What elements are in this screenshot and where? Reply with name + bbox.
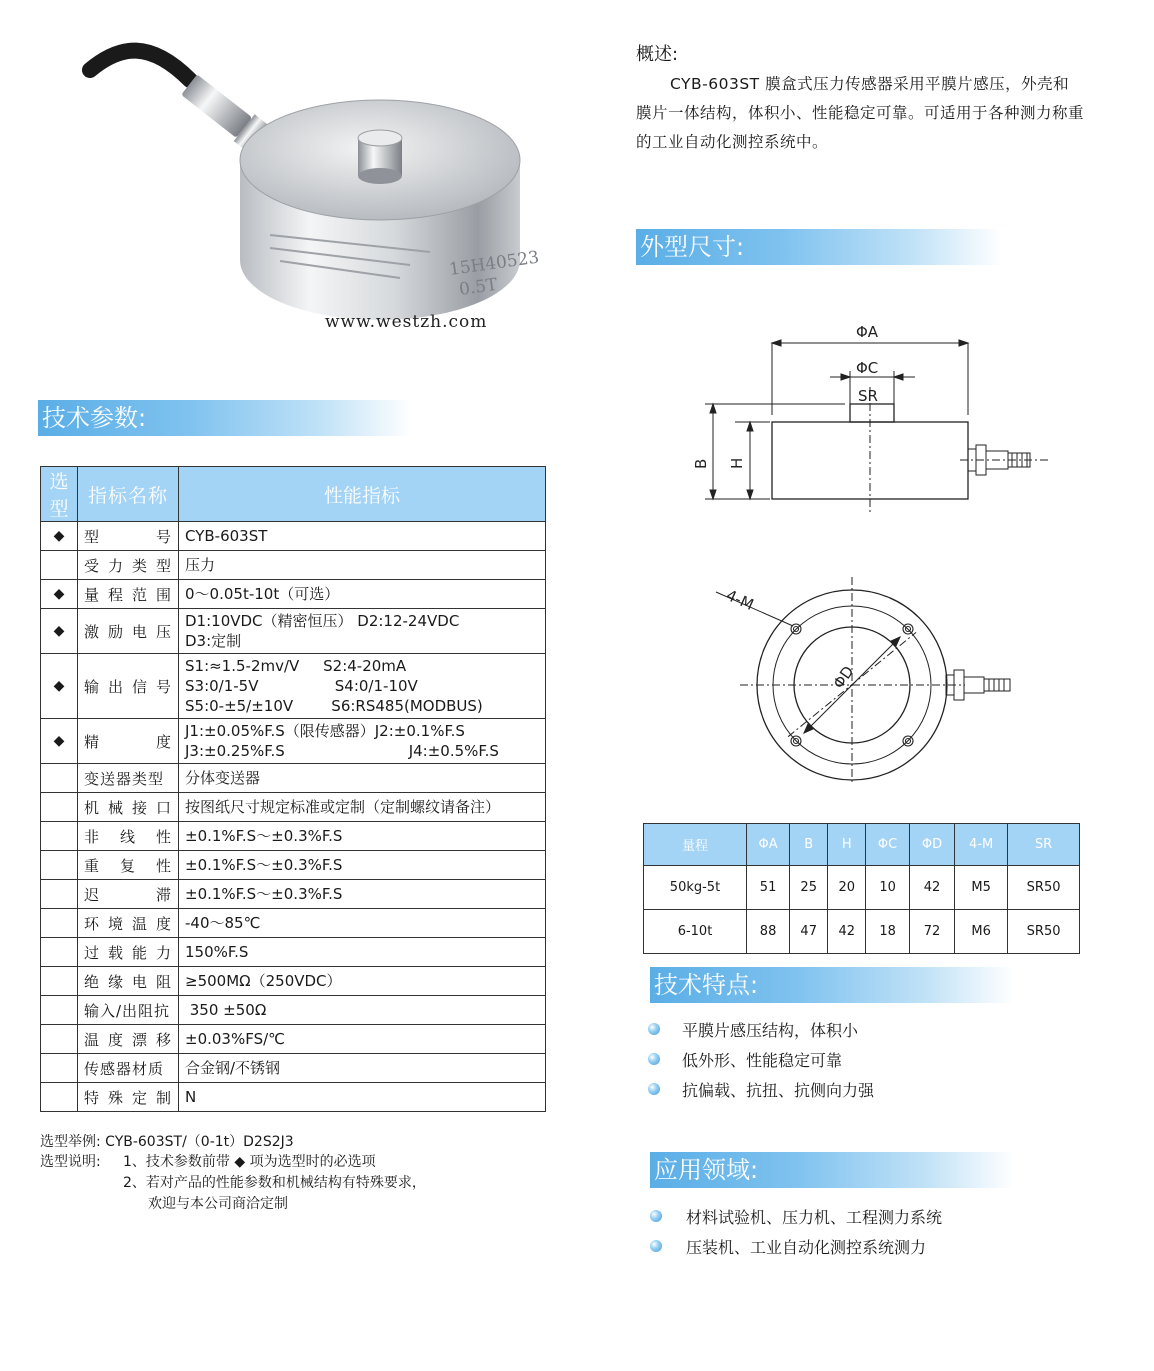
spec-value-line: S1:≈1.5-2mv/V S2:4-20mA	[185, 657, 407, 675]
spec-name: 重复性	[78, 851, 179, 880]
spec-name: 输出信号	[78, 654, 179, 719]
spec-value	[179, 938, 546, 967]
spec-select-mark: ◆	[41, 719, 78, 764]
spec-value	[179, 522, 546, 551]
spec-select-mark	[41, 880, 78, 909]
spec-row	[41, 609, 546, 654]
dim-cell: 47	[790, 910, 828, 954]
spec-value	[179, 1054, 546, 1083]
spec-name: 特殊定制	[78, 1083, 179, 1112]
spec-header-value: 性能指标	[179, 467, 546, 522]
feature-item: 平膜片感压结构，体积小	[682, 1021, 859, 1040]
dim-header-cell: ΦC	[866, 824, 909, 866]
spec-name: 输入/出阻抗	[78, 996, 179, 1025]
spec-row	[41, 764, 546, 793]
spec-name: 传感器材质	[78, 1054, 179, 1083]
spec-value-line: 压力	[185, 556, 216, 574]
spec-value-line: ±0.1%F.S～±0.3%F.S	[185, 885, 343, 903]
dim-header-cell: H	[828, 824, 866, 866]
spec-value-line: ≥500MΩ（250VDC）	[185, 972, 342, 990]
spec-header-select: 选型	[41, 467, 78, 522]
section-banner-dimensions: 外型尺寸:	[636, 229, 1002, 265]
spec-name: 变送器类型	[78, 764, 179, 793]
dim-cell: 20	[828, 866, 866, 910]
spec-value-line: ±0.1%F.S～±0.3%F.S	[185, 827, 343, 845]
body-serial: 15H40523	[447, 247, 541, 280]
spec-value-line: N	[185, 1088, 197, 1106]
spec-row	[41, 719, 546, 764]
dim-header-cell: ΦA	[747, 824, 790, 866]
spec-select-mark	[41, 909, 78, 938]
dim-label-h: H	[728, 457, 746, 469]
dim-row	[644, 866, 1080, 910]
spec-row	[41, 654, 546, 719]
dim-cell: 42	[909, 866, 954, 910]
body-capacity: 0.5T	[457, 274, 499, 300]
spec-row	[41, 938, 546, 967]
spec-value-line: S3:0/1-5V S4:0/1-10V	[185, 677, 418, 695]
spec-row	[41, 967, 546, 996]
section-banner-features: 技术特点:	[650, 967, 1014, 1003]
spec-value	[179, 880, 546, 909]
spec-row	[41, 851, 546, 880]
spec-value	[179, 609, 546, 654]
spec-name: 非线性	[78, 822, 179, 851]
selection-explain-label: 选型说明:	[40, 1154, 101, 1170]
dim-label-phic: ΦC	[856, 359, 879, 377]
selection-explain-3: 欢迎与本公司商洽定制	[148, 1196, 288, 1212]
spec-select-mark: ◆	[41, 654, 78, 719]
spec-row	[41, 880, 546, 909]
bullet-icon	[650, 1240, 662, 1252]
spec-value-line: CYB-603ST	[185, 527, 268, 545]
selection-explain-2: 2、若对产品的性能参数和机械结构有特殊要求，	[123, 1175, 426, 1191]
bullet-icon	[650, 1210, 662, 1222]
dim-cell: 42	[828, 910, 866, 954]
bullet-icon	[648, 1083, 660, 1095]
dimension-table	[643, 823, 1080, 954]
selection-explain-1: 1、技术参数前带 ◆ 项为选型时的必选项	[123, 1154, 376, 1170]
dim-header-cell: B	[790, 824, 828, 866]
spec-name: 环境温度	[78, 909, 179, 938]
application-item: 材料试验机、压力机、工程测力系统	[686, 1208, 943, 1227]
spec-row	[41, 522, 546, 551]
overview-body: CYB-603ST 膜盒式压力传感器采用平膜片感压，外壳和膜片一体结构，体积小、性能稳定可靠。可适用于各种测力称重的工业自动化测控系统中。	[636, 75, 1085, 151]
dim-cell: 88	[747, 910, 790, 954]
spec-row	[41, 1083, 546, 1112]
spec-value-line: 合金钢/不锈钢	[185, 1059, 281, 1077]
spec-value-line: D3:定制	[185, 632, 242, 650]
spec-value-line: 0～0.05t-10t（可选）	[185, 585, 340, 603]
dim-cell: M5	[955, 866, 1008, 910]
spec-value-line: D1:10VDC（精密恒压） D2:12-24VDC	[185, 612, 460, 630]
dim-header-cell: SR	[1008, 824, 1080, 866]
spec-select-mark	[41, 851, 78, 880]
spec-value-line: 分体变送器	[185, 769, 261, 787]
spec-value-line: 350 ±50Ω	[185, 1001, 267, 1019]
spec-value	[179, 996, 546, 1025]
spec-name: 量程范围	[78, 580, 179, 609]
application-list	[650, 1205, 1070, 1265]
spec-name: 温度漂移	[78, 1025, 179, 1054]
spec-value	[179, 719, 546, 764]
spec-row	[41, 580, 546, 609]
dim-header-cell: 4-M	[955, 824, 1008, 866]
spec-select-mark	[41, 793, 78, 822]
spec-value	[179, 654, 546, 719]
spec-select-mark	[41, 551, 78, 580]
spec-value	[179, 851, 546, 880]
dim-header-row	[644, 824, 1080, 866]
spec-value	[179, 580, 546, 609]
spec-row	[41, 996, 546, 1025]
dim-cell: SR50	[1008, 910, 1080, 954]
spec-select-mark	[41, 1054, 78, 1083]
dim-cell: 25	[790, 866, 828, 910]
dim-cell: 10	[866, 866, 909, 910]
dim-cell: 50kg-5t	[644, 866, 747, 910]
selection-example: 选型举例: CYB-603ST/（0-1t）D2S2J3	[40, 1134, 294, 1150]
spec-name: 受力类型	[78, 551, 179, 580]
spec-select-mark: ◆	[41, 522, 78, 551]
spec-value-line: J1:±0.05%F.S（限传感器）J2:±0.1%F.S	[185, 722, 465, 740]
dim-cell: SR50	[1008, 866, 1080, 910]
bullet-icon	[648, 1053, 660, 1065]
spec-select-mark	[41, 1083, 78, 1112]
dim-cell: M6	[955, 910, 1008, 954]
spec-row	[41, 1025, 546, 1054]
spec-select-mark	[41, 1025, 78, 1054]
feature-list	[648, 1018, 1068, 1108]
spec-header-row	[41, 467, 546, 522]
spec-value	[179, 967, 546, 996]
dim-label-phid: ΦD	[829, 662, 858, 693]
spec-select-mark: ◆	[41, 609, 78, 654]
spec-row	[41, 793, 546, 822]
dim-row	[644, 910, 1080, 954]
spec-name: 精度	[78, 719, 179, 764]
dim-cell: 72	[909, 910, 954, 954]
spec-value	[179, 822, 546, 851]
overview-title: 概述:	[636, 44, 679, 65]
spec-value	[179, 764, 546, 793]
spec-value	[179, 1083, 546, 1112]
spec-select-mark	[41, 822, 78, 851]
spec-select-mark	[41, 938, 78, 967]
spec-name: 过载能力	[78, 938, 179, 967]
spec-name: 绝缘电阻	[78, 967, 179, 996]
dim-header-cell: 量程	[644, 824, 747, 866]
dim-cell: 18	[866, 910, 909, 954]
spec-select-mark: ◆	[41, 580, 78, 609]
spec-name: 迟滞	[78, 880, 179, 909]
feature-item: 抗偏载、抗扭、抗侧向力强	[682, 1081, 875, 1100]
spec-value-line: J3:±0.25%F.S J4:±0.5%F.S	[185, 742, 499, 760]
spec-row	[41, 909, 546, 938]
spec-table	[40, 466, 546, 1112]
spec-row	[41, 551, 546, 580]
spec-value-line: ±0.03%FS/℃	[185, 1030, 286, 1048]
spec-row	[41, 822, 546, 851]
dimension-drawing	[680, 315, 1080, 785]
spec-select-mark	[41, 996, 78, 1025]
spec-value	[179, 793, 546, 822]
spec-value	[179, 909, 546, 938]
bullet-icon	[648, 1023, 660, 1035]
spec-value-line: 按图纸尺寸规定标准或定制（定制螺纹请备注）	[185, 798, 501, 816]
section-banner-applications: 应用领域:	[650, 1152, 1014, 1188]
spec-select-mark	[41, 967, 78, 996]
dim-cell: 6-10t	[644, 910, 747, 954]
dim-label-sr: SR	[858, 387, 878, 405]
spec-value-line: S5:0-±5/±10V S6:RS485(MODBUS)	[185, 697, 483, 715]
spec-value-line: ±0.1%F.S～±0.3%F.S	[185, 856, 343, 874]
watermark: www.westzh.com	[325, 312, 488, 332]
dim-header-cell: ΦD	[909, 824, 954, 866]
spec-value-line: -40～85℃	[185, 914, 261, 932]
section-banner-params: 技术参数:	[38, 400, 412, 436]
dim-label-4m: 4-M	[723, 586, 757, 614]
spec-value	[179, 1025, 546, 1054]
dim-label-phia: ΦA	[856, 323, 879, 341]
spec-row	[41, 1054, 546, 1083]
spec-name: 激励电压	[78, 609, 179, 654]
spec-value	[179, 551, 546, 580]
product-photo	[80, 30, 560, 350]
spec-name: 机械接口	[78, 793, 179, 822]
application-item: 压装机、工业自动化测控系统测力	[686, 1238, 927, 1257]
dim-cell: 51	[747, 866, 790, 910]
spec-header-name: 指标名称	[78, 467, 179, 522]
spec-value-line: 150%F.S	[185, 943, 249, 961]
spec-name: 型号	[78, 522, 179, 551]
spec-select-mark	[41, 764, 78, 793]
feature-item: 低外形、性能稳定可靠	[682, 1051, 843, 1070]
dim-label-b: B	[692, 458, 710, 469]
